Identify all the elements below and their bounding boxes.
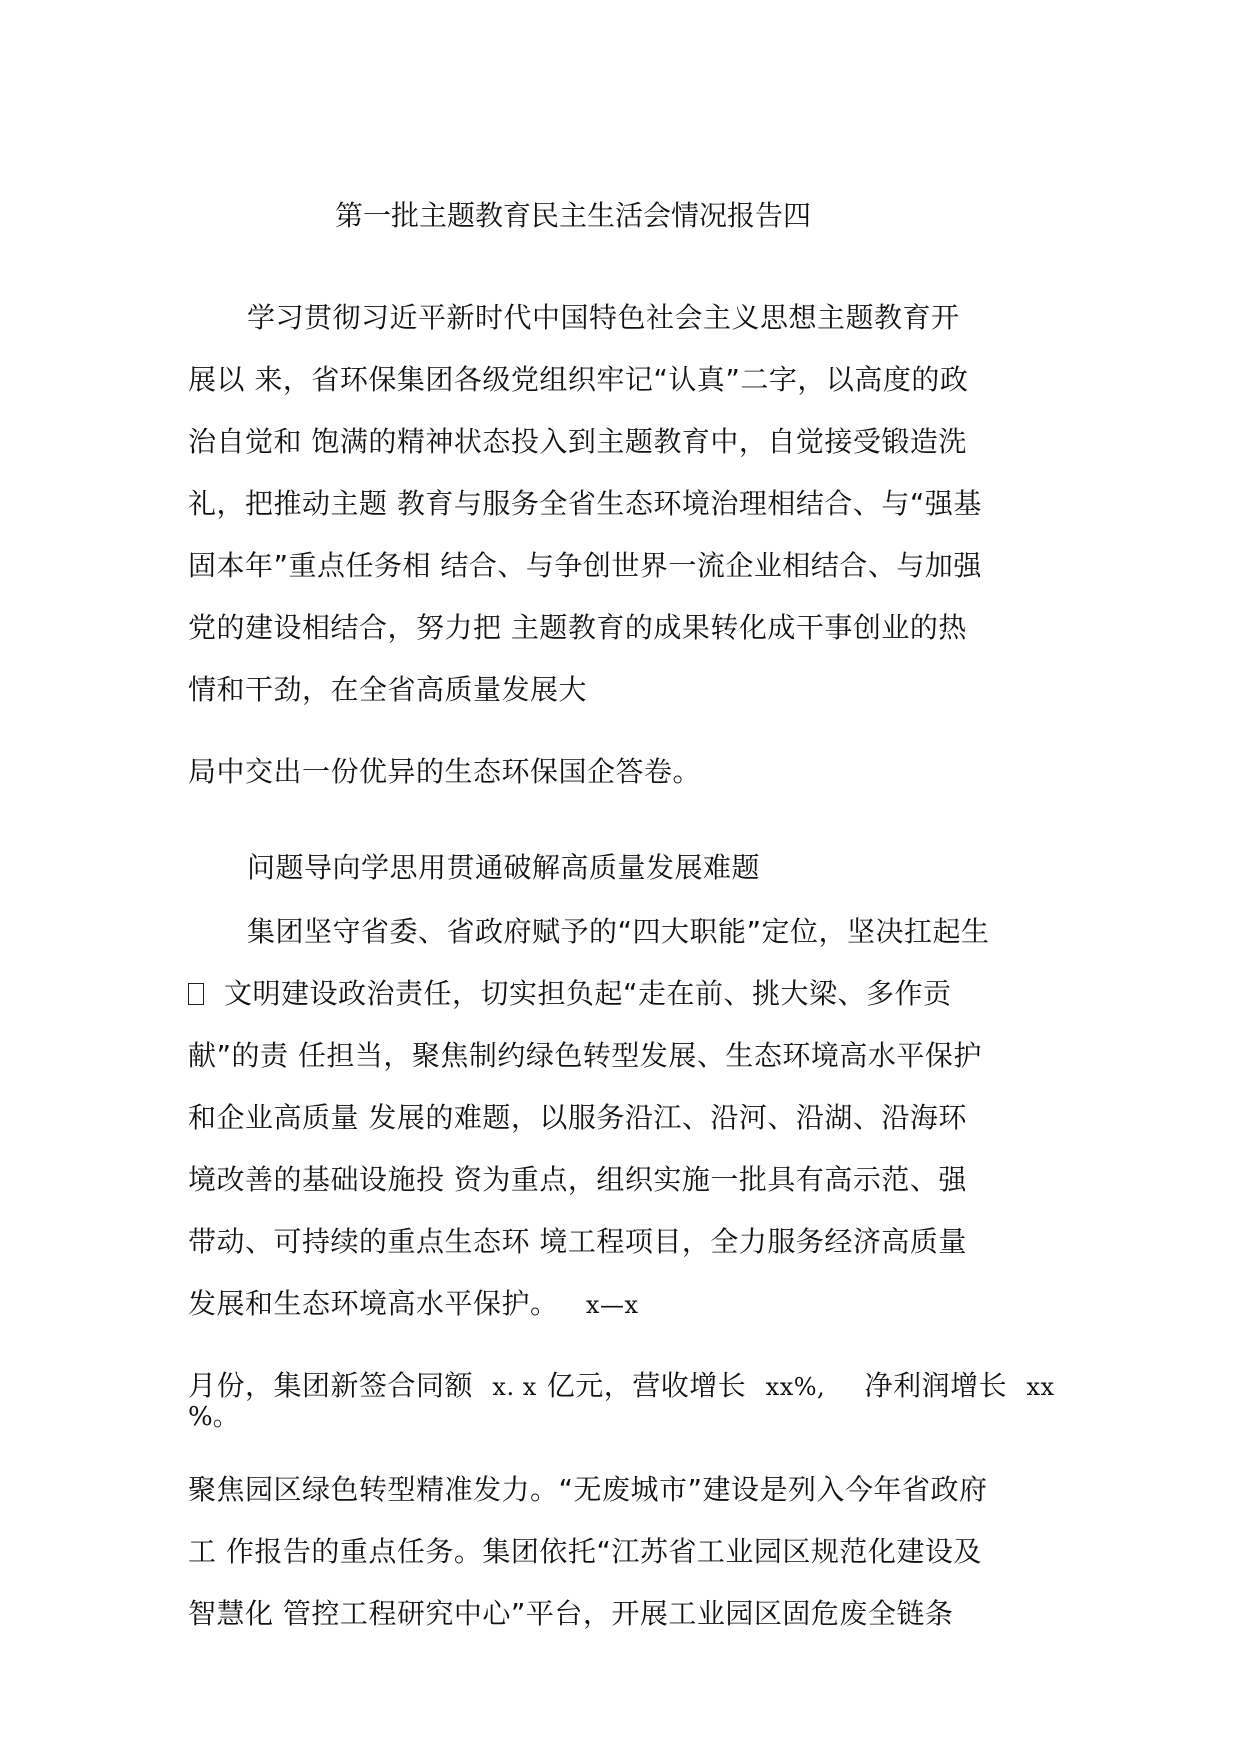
paragraph-line: 学习贯彻习近平新时代中国特色社会主义思想主题教育开 [247,301,960,334]
contract-amount: x. x [492,1373,537,1401]
paragraph-line [188,1284,639,1325]
paragraph-line: 工 作报告的重点任务。集团依托“江苏省工业园区规范化建设及 [188,1535,982,1568]
paragraph-line-text: 文明建设政治责任，切实担负起“走在前、挑大梁、多作贡 [224,977,952,1010]
section-heading: 问题导向学思用贯通破解高质量发展难题 [247,851,761,884]
paragraph-line: 固本年”重点任务相 结合、与争创世界一流企业相结合、与加强 [188,549,982,582]
paragraph-line: 献”的责 任担当，聚焦制约绿色转型发展、生态环境高水平保护 [188,1039,982,1072]
paragraph-line-text: 亿元，营收增长 [546,1369,747,1402]
paragraph-line-text: 月份，集团新签合同额 [188,1369,474,1402]
missing-glyph-box [188,983,204,1005]
paragraph-line: 礼，把推动主题 教育与服务全省生态环境治理相结合、与“强基 [188,487,982,520]
paragraph-line: 党的建设相结合，努力把 主题教育的成果转化成干事创业的热 [188,611,967,644]
paragraph-line: 和企业高质量 发展的难题，以服务沿江、沿河、沿湖、沿海环 [188,1101,967,1134]
paragraph-line: 境改善的基础设施投 资为重点，组织实施一批具有高示范、强 [188,1163,967,1196]
paragraph-line: 聚焦园区绿色转型精准发力。“无废城市”建设是列入今年省政府 [188,1473,988,1506]
revenue-growth: xx%, [765,1373,826,1401]
paragraph-line: 治自觉和 饱满的精神状态投入到主题教育中，自觉接受锻造洗 [188,425,967,458]
paragraph-line [188,974,952,1014]
paragraph-line: 展以 来，省环保集团各级党组织牢记“认真”二字，以高度的政 [188,363,969,396]
paragraph-line: 局中交出一份优异的生态环保国企答卷。 [188,755,702,788]
month-range: x—x [585,1291,639,1319]
profit-growth: xx [1026,1373,1055,1401]
paragraph-line: 情和干劲，在全省高质量发展大 [188,673,588,706]
paragraph-line-text: 净利润增长 [864,1369,1008,1402]
paragraph-line: 带动、可持续的重点生态环 境工程项目，全力服务经济高质量 [188,1225,967,1258]
paragraph-line: 集团坚守省委、省政府赋予的“四大职能”定位，坚决扛起生 [247,915,990,948]
paragraph-line [188,1366,1055,1407]
paragraph-line: 智慧化 管控工程研究中心”平台，开展工业园区固危废全链条 [188,1597,954,1630]
percent-wrap: %。 [188,1402,239,1432]
document-title: 第一批主题教育民主生活会情况报告四 [335,199,812,232]
paragraph-line-text: 发展和生态环境高水平保护。 [188,1287,559,1320]
